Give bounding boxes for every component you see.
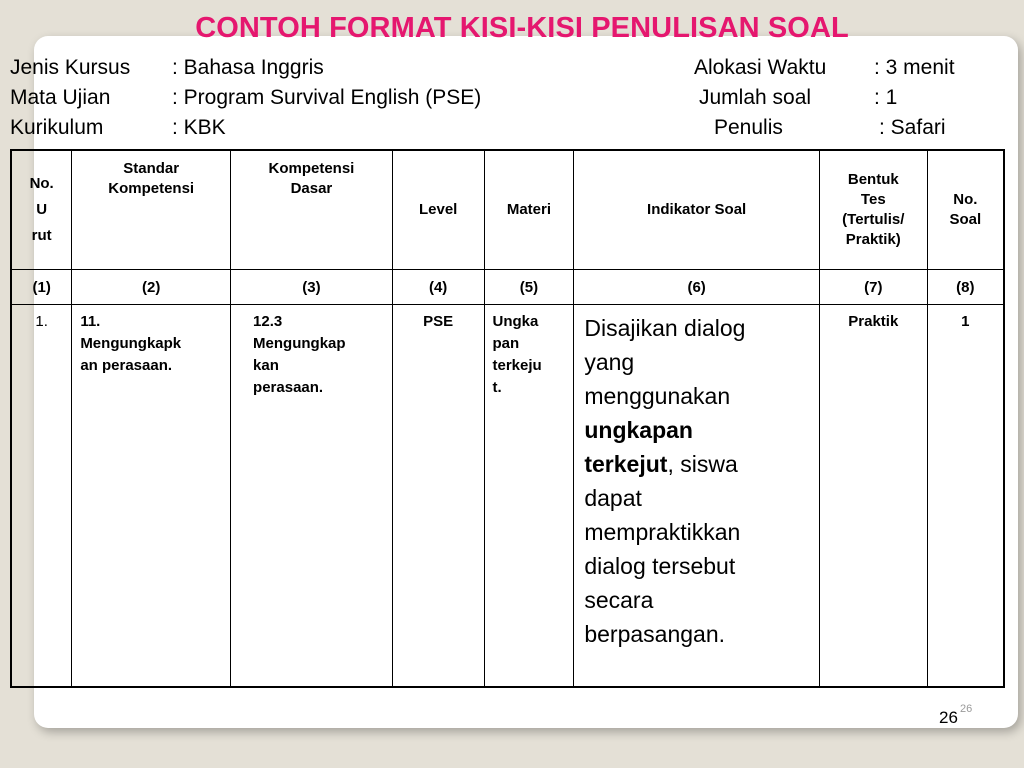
header-no-urut: [11, 150, 72, 270]
meta-alokasi: [694, 56, 955, 80]
header-indikator-soal: Indikator Soal: [574, 150, 820, 270]
cell-materi-line1: Ungka: [492, 313, 539, 330]
page-number: 26: [939, 708, 958, 727]
page-number-watermark: 26: [960, 703, 973, 715]
meta-penulis: [714, 116, 946, 140]
cell-materi-line3: terkeju: [492, 357, 542, 374]
header-bentuk-line4: Praktik): [845, 231, 901, 248]
indikator-line: secara: [584, 587, 654, 613]
indikator-line: dialog tersebut: [584, 553, 736, 579]
header-nosoal-line1: No.: [953, 191, 978, 208]
column-number: (2): [72, 270, 231, 305]
cell-kompetensi-line4: perasaan.: [253, 379, 324, 396]
header-no-urut-line1: No.: [29, 175, 54, 192]
indikator-line: , siswa: [667, 451, 738, 477]
header-kompetensi-line2: Dasar: [290, 180, 333, 197]
header-bentuk-line3: (Tertulis/: [842, 211, 905, 228]
header-no-urut-line3: rut: [31, 227, 52, 244]
table-header-row: [11, 150, 1004, 270]
meta-mata: [10, 86, 481, 110]
meta-penulis-value: : Safari: [879, 116, 946, 139]
cell-indikator-soal: [574, 305, 820, 688]
meta-jenis: [10, 56, 324, 80]
cell-kompetensi-line2: Mengungkap: [253, 335, 346, 352]
column-number: (8): [927, 270, 1004, 305]
meta-kurikulum: [10, 116, 226, 140]
header-standar-line2: Kompetensi: [108, 180, 195, 197]
header-kompetensi-dasar: [231, 150, 393, 270]
column-number: (7): [819, 270, 927, 305]
indikator-line: berpasangan.: [584, 621, 726, 647]
indikator-line: menggunakan: [584, 383, 731, 409]
meta-kurikulum-label: Kurikulum: [10, 116, 104, 139]
meta-jenis-value: : Bahasa Inggris: [172, 56, 324, 79]
cell-materi: [484, 305, 574, 688]
column-number: (3): [231, 270, 393, 305]
column-number: (5): [484, 270, 574, 305]
header-level: Level: [392, 150, 484, 270]
meta-alokasi-label: Alokasi Waktu: [694, 56, 827, 79]
column-number: (1): [11, 270, 72, 305]
meta-jumlah: [699, 86, 897, 110]
column-number: (4): [392, 270, 484, 305]
header-no-urut-line2: U: [36, 201, 48, 218]
meta-jumlah-value: : 1: [874, 86, 898, 109]
header-nosoal-line2: Soal: [949, 211, 982, 228]
indikator-line: yang: [584, 349, 635, 375]
cell-materi-line2: pan: [492, 335, 520, 352]
indikator-bold: terkejut: [584, 451, 668, 477]
header-bentuk-line1: Bentuk: [847, 171, 899, 188]
cell-standar-line2: Mengungkapk: [80, 335, 182, 352]
table-row: [11, 305, 1004, 688]
cell-standar-kompetensi: [72, 305, 231, 688]
header-materi: Materi: [484, 150, 574, 270]
cell-materi-line4: t.: [492, 379, 502, 396]
cell-no-soal: 1: [927, 305, 1004, 688]
indikator-line: dapat: [584, 485, 642, 511]
cell-kompetensi-dasar: [231, 305, 393, 688]
header-standar-line1: Standar: [123, 160, 180, 177]
column-number: (6): [574, 270, 820, 305]
cell-bentuk-tes: Praktik: [819, 305, 927, 688]
cell-standar-line1: 11.: [80, 313, 101, 330]
header-kompetensi-line1: Kompetensi: [268, 160, 355, 177]
indikator-line: Disajikan dialog: [584, 315, 746, 341]
header-bentuk-line2: Tes: [860, 191, 886, 208]
header-no-soal: [927, 150, 1004, 270]
header-bentuk-tes: [819, 150, 927, 270]
meta-penulis-label: Penulis: [714, 116, 783, 139]
meta-mata-label: Mata Ujian: [10, 86, 111, 109]
cell-no: 1.: [11, 305, 72, 688]
meta-jenis-label: Jenis Kursus: [10, 56, 131, 79]
page-title: CONTOH FORMAT KISI-KISI PENULISAN SOAL: [195, 12, 849, 44]
meta-jumlah-label: Jumlah soal: [699, 86, 812, 109]
kisi-table: [10, 149, 1005, 688]
meta-mata-value: : Program Survival English (PSE): [172, 86, 482, 109]
indikator-line: mempraktikkan: [584, 519, 741, 545]
cell-kompetensi-line3: kan: [253, 357, 279, 374]
header-standar-kompetensi: [72, 150, 231, 270]
indikator-bold: ungkapan: [584, 417, 693, 443]
cell-standar-line3: an perasaan.: [80, 357, 173, 374]
cell-kompetensi-line1: 12.3: [253, 313, 283, 330]
meta-alokasi-value: : 3 menit: [874, 56, 955, 79]
meta-kurikulum-value: : KBK: [172, 116, 226, 139]
column-number-row: [11, 270, 1004, 305]
cell-level: PSE: [392, 305, 484, 688]
